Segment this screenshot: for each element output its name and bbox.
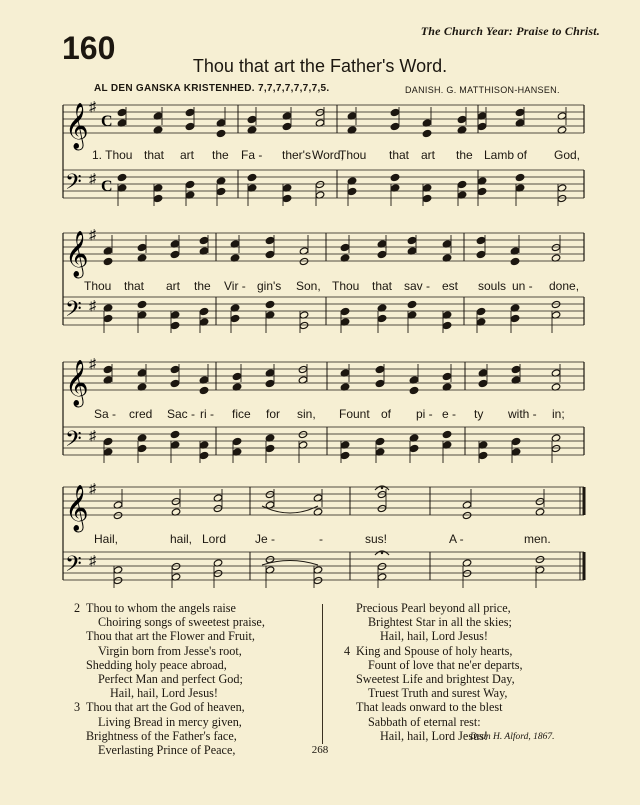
lyric-syllable: ther's: [282, 148, 311, 162]
quarter-note-icon: [377, 314, 387, 322]
half-note-icon: [377, 490, 387, 498]
lyric-syllable: Hail,: [94, 532, 119, 546]
quarter-note-icon: [390, 108, 400, 116]
half-note-icon: [535, 555, 545, 563]
verse-line: Truest Truth and surest Way,: [368, 686, 508, 701]
verse-number: 2: [74, 601, 81, 615]
quarter-note-icon: [137, 444, 147, 452]
quarter-note-icon: [170, 321, 180, 329]
lyric-syllable: est: [442, 279, 459, 293]
attribution: [470, 732, 554, 742]
verse-line: Precious Pearl beyond all price,: [356, 601, 511, 615]
fermata-dot: [381, 487, 383, 489]
hymn-title: Thou that art the Father's Word.: [192, 56, 448, 76]
half-note-icon: [171, 497, 181, 505]
lyric-syllable: ri -: [200, 407, 214, 421]
verse-line: Choiring songs of sweetest praise,: [98, 615, 265, 630]
quarter-note-icon: [375, 365, 385, 373]
quarter-note-icon: [457, 180, 467, 188]
half-note-icon: [113, 576, 123, 584]
verse-number: 4: [344, 643, 351, 658]
half-note-icon: [315, 108, 325, 116]
verse-line: Perfect Man and perfect God;: [98, 672, 243, 687]
quarter-note-icon: [216, 129, 226, 137]
lyric-syllable: that: [389, 148, 410, 162]
quarter-note-icon: [199, 236, 209, 244]
quarter-note-icon: [457, 115, 467, 123]
quarter-note-icon: [477, 187, 487, 195]
verse-line: Living Bread in mercy given,: [98, 714, 242, 729]
quarter-note-icon: [511, 437, 521, 445]
quarter-note-icon: [117, 108, 127, 116]
half-note-icon: [462, 511, 472, 519]
tie-arc: [262, 506, 318, 513]
sharp-icon: ♯: [89, 357, 96, 372]
tie-arc: [262, 561, 318, 566]
verse-line: Brightness of the Father's face,: [86, 728, 237, 743]
lyric-syllable: -: [319, 532, 323, 546]
quarter-note-icon: [478, 451, 488, 459]
verse-line: Sabbath of eternal rest:: [368, 714, 481, 729]
lyric-syllable: Sac -: [167, 407, 196, 421]
sharp-icon: ♯: [89, 100, 96, 115]
quarter-note-icon: [282, 122, 292, 130]
verse-line: Virgin born from Jesse's root,: [98, 643, 242, 658]
quarter-note-icon: [216, 187, 226, 195]
quarter-note-icon: [282, 194, 292, 202]
composer-credit: DANISH. G. MATTHISON-HANSEN.: [405, 85, 560, 95]
half-note-icon: [313, 576, 323, 584]
bass-clef-icon: 𝄢: [65, 170, 82, 200]
quarter-note-icon: [265, 236, 275, 244]
bass-clef-icon: 𝄢: [65, 297, 82, 327]
quarter-note-icon: [476, 236, 486, 244]
verse-line: Hail, hail, Lord Jesus!: [380, 629, 488, 644]
half-note-icon: [213, 569, 223, 577]
half-note-icon: [298, 430, 308, 438]
quarter-note-icon: [390, 173, 400, 181]
lyric-syllable: ty: [474, 407, 484, 421]
quarter-note-icon: [265, 379, 275, 387]
quarter-note-icon: [476, 250, 486, 258]
quarter-note-icon: [230, 314, 240, 322]
lyric-syllable: God,: [554, 148, 581, 162]
quarter-note-icon: [199, 386, 209, 394]
half-note-icon: [299, 321, 309, 329]
verse-line: Hail, hail, Lord Jesus!: [110, 686, 218, 701]
quarter-note-icon: [247, 173, 257, 181]
sharp-icon: ♯: [89, 429, 96, 444]
lyric-syllable: of: [517, 148, 528, 162]
sharp-icon: ♯: [89, 482, 96, 497]
quarter-note-icon: [477, 122, 487, 130]
quarter-note-icon: [185, 180, 195, 188]
common-time-icon: C: [101, 113, 113, 130]
lyric-syllable: souls: [478, 279, 507, 293]
quarter-note-icon: [347, 187, 357, 195]
quarter-note-icon: [170, 250, 180, 258]
quarter-note-icon: [409, 386, 419, 394]
quarter-note-icon: [103, 314, 113, 322]
quarter-note-icon: [476, 307, 486, 315]
quarter-note-icon: [515, 108, 525, 116]
lyric-syllable: Thou: [339, 148, 367, 162]
quarter-note-icon: [170, 379, 180, 387]
quarter-note-icon: [375, 379, 385, 387]
fermata-dot: [381, 552, 383, 554]
quarter-note-icon: [232, 437, 242, 445]
quarter-note-icon: [137, 300, 147, 308]
lyric-syllable: the: [212, 148, 229, 162]
lyric-syllable: art: [166, 279, 181, 293]
quarter-note-icon: [390, 122, 400, 130]
quarter-note-icon: [117, 173, 127, 181]
verses-left-column: [74, 601, 265, 758]
lyric-syllable: art: [421, 148, 436, 162]
half-note-icon: [213, 504, 223, 512]
lyric-syllable: sin,: [297, 407, 316, 421]
lyric-syllable: Lamb: [484, 148, 515, 162]
half-note-icon: [315, 180, 325, 188]
lyric-syllable: done,: [549, 279, 580, 293]
lyric-syllable: Fount: [339, 407, 370, 421]
lyric-syllable: sus!: [365, 532, 388, 546]
lyric-syllable: Word,: [312, 148, 344, 162]
lyric-syllable: Thou: [84, 279, 112, 293]
running-head: The Church Year: Praise to Christ.: [420, 24, 600, 38]
half-note-icon: [535, 497, 545, 505]
tune-name-text: AL DEN GANSKA KRISTENHED.: [94, 83, 255, 94]
quarter-note-icon: [265, 444, 275, 452]
lyric-syllable: sav -: [404, 279, 431, 293]
verse-number: 3: [74, 700, 81, 715]
column-divider: [322, 604, 323, 744]
half-note-icon: [171, 562, 181, 570]
quarter-note-icon: [407, 236, 417, 244]
half-note-icon: [551, 243, 561, 251]
verse-line: Brightest Star in all the skies;: [368, 615, 512, 630]
verse-line: Fount of love that ne'er departs,: [368, 657, 523, 672]
half-note-icon: [551, 444, 561, 452]
verse-line: Shedding holy peace abroad,: [86, 657, 227, 672]
lyric-syllable: Je -: [255, 532, 276, 546]
treble-clef-icon: 𝄞: [65, 360, 89, 406]
lyric-syllable: Thou: [332, 279, 360, 293]
treble-clef-icon: 𝄞: [65, 231, 89, 277]
quarter-note-icon: [442, 321, 452, 329]
verse-line: 4 King and Spouse of holy hearts,: [344, 643, 513, 658]
quarter-note-icon: [409, 444, 419, 452]
lyric-syllable: pi -: [416, 407, 433, 421]
quarter-note-icon: [510, 257, 520, 265]
lyric-syllable: of: [381, 407, 392, 421]
sharp-icon: ♯: [89, 228, 96, 243]
verse-line: Hail, hail, Lord Jesus!: [380, 728, 488, 743]
sharp-icon: ♯: [89, 554, 96, 569]
sharp-icon: ♯: [89, 299, 96, 314]
quarter-note-icon: [511, 365, 521, 373]
quarter-note-icon: [199, 307, 209, 315]
quarter-note-icon: [185, 122, 195, 130]
quarter-note-icon: [103, 257, 113, 265]
quarter-note-icon: [247, 115, 257, 123]
half-note-icon: [557, 194, 567, 202]
quarter-note-icon: [422, 194, 432, 202]
lyric-syllable: cred: [129, 407, 153, 421]
half-note-icon: [298, 365, 308, 373]
verse-line: Thou that art the Flower and Fruit,: [86, 629, 255, 644]
quarter-note-icon: [340, 243, 350, 251]
quarter-note-icon: [103, 437, 113, 445]
quarter-note-icon: [232, 372, 242, 380]
lyric-syllable: with -: [508, 407, 537, 421]
sharp-icon: ♯: [89, 172, 96, 187]
treble-clef-icon: 𝄞: [65, 485, 89, 531]
quarter-note-icon: [377, 250, 387, 258]
quarter-note-icon: [340, 451, 350, 459]
lyric-syllable: A -: [449, 532, 464, 546]
quarter-note-icon: [510, 314, 520, 322]
quarter-note-icon: [170, 430, 180, 438]
half-note-icon: [377, 562, 387, 570]
lyric-syllable: in;: [552, 407, 565, 421]
half-note-icon: [113, 511, 123, 519]
bass-clef-icon: 𝄢: [65, 427, 82, 457]
quarter-note-icon: [407, 300, 417, 308]
verse-line: Everlasting Prince of Peace,: [98, 743, 236, 758]
lyric-syllable: the: [456, 148, 473, 162]
lyric-syllable: that: [144, 148, 165, 162]
lyric-syllable: men.: [524, 532, 551, 546]
lyric-syllable: gin's: [257, 279, 282, 293]
lyric-syllable: Son,: [296, 279, 321, 293]
attribution-author: Dean H. Alford,: [470, 732, 531, 742]
hymn-number: 160: [62, 30, 116, 66]
quarter-note-icon: [185, 108, 195, 116]
quarter-note-icon: [515, 173, 525, 181]
quarter-note-icon: [265, 300, 275, 308]
quarter-note-icon: [137, 243, 147, 251]
lyric-syllable: Fa -: [241, 148, 263, 162]
quarter-note-icon: [265, 250, 275, 258]
verse-line: 2 Thou to whom the angels raise: [74, 601, 236, 615]
verse-line: That leads onward to the blest: [356, 700, 503, 715]
quarter-note-icon: [375, 437, 385, 445]
treble-clef-icon: 𝄞: [65, 103, 89, 149]
quarter-note-icon: [170, 365, 180, 373]
common-time-icon: C: [101, 178, 113, 195]
verse-line: Sweetest Life and brightest Day,: [356, 672, 515, 687]
attribution-year: 1867.: [533, 732, 555, 742]
half-note-icon: [377, 504, 387, 512]
half-note-icon: [265, 490, 275, 498]
half-note-icon: [551, 300, 561, 308]
lyric-syllable: that: [124, 279, 145, 293]
quarter-note-icon: [422, 129, 432, 137]
lyric-syllable: 1. Thou: [92, 148, 133, 162]
lyric-syllable: Vir -: [224, 279, 246, 293]
lyric-syllable: un -: [512, 279, 533, 293]
quarter-note-icon: [442, 430, 452, 438]
lyric-syllable: hail,: [170, 532, 193, 546]
quarter-note-icon: [442, 372, 452, 380]
bass-clef-icon: 𝄢: [65, 552, 82, 582]
verse-line: 3 Thou that art the God of heaven,: [74, 700, 245, 715]
lyric-syllable: Lord: [202, 532, 227, 546]
page-number: 268: [311, 744, 329, 756]
lyric-syllable: art: [180, 148, 195, 162]
lyric-syllable: the: [194, 279, 211, 293]
lyric-syllable: fice: [232, 407, 251, 421]
lyric-syllable: for: [266, 407, 281, 421]
quarter-note-icon: [340, 307, 350, 315]
half-note-icon: [462, 569, 472, 577]
meter: 7,7,7,7,7,7,7,5.: [257, 83, 330, 94]
quarter-note-icon: [478, 379, 488, 387]
quarter-note-icon: [199, 451, 209, 459]
lyric-syllable: e -: [442, 407, 457, 421]
lyric-syllable: Sa -: [94, 407, 117, 421]
verses-right-column: [344, 601, 523, 743]
quarter-note-icon: [103, 365, 113, 373]
half-note-icon: [299, 257, 309, 265]
lyric-syllable: that: [372, 279, 393, 293]
quarter-note-icon: [153, 194, 163, 202]
